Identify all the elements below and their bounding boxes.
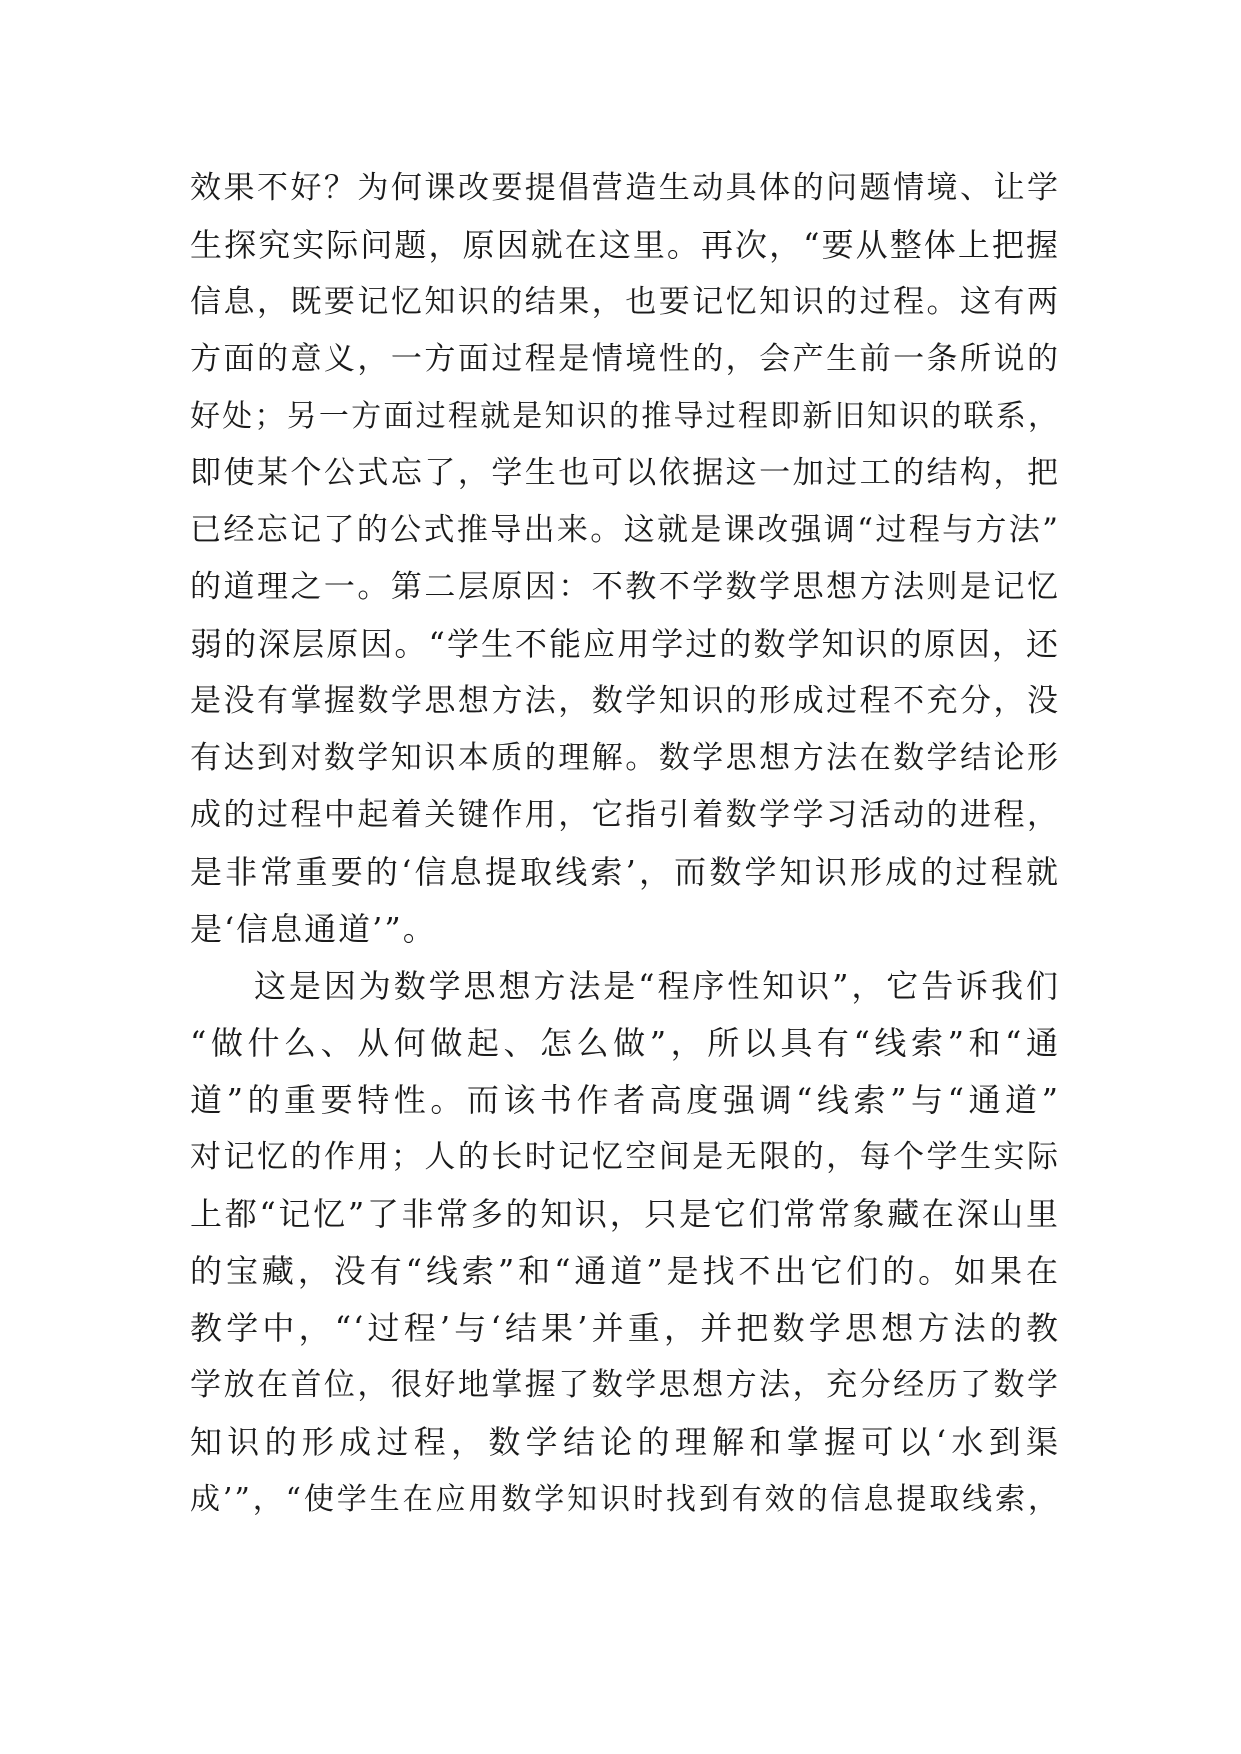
text-line: 信息，既要记忆知识的结果，也要记忆知识的过程。这有两 [190,284,1060,320]
text-line: 是没有掌握数学思想方法，数学知识的形成过程不充分，没 [190,683,1060,719]
text-line: 对记忆的作用；人的长时记忆空间是无限的，每个学生实际 [190,1139,1060,1175]
text-line: 弱的深层原因。“学生不能应用学过的数学知识的原因，还 [190,625,1060,663]
text-line: 生探究实际问题，原因就在这里。再次，“要从整体上把握 [190,226,1060,264]
text-line: 即使某个公式忘了，学生也可以依据这一加过工的结构，把 [190,455,1060,491]
text-line: 教学中，“‘过程’与‘结果’并重，并把数学思想方法的教 [190,1309,1060,1347]
text-line: 学放在首位，很好地掌握了数学思想方法，充分经历了数学 [190,1367,1060,1403]
paragraph-2 [190,958,1060,1528]
text-line: 的宝藏，没有“线索”和“通道”是找不出它们的。如果在 [190,1252,1060,1290]
text-line: 是‘信息通道’”。 [190,910,437,948]
text-line: 上都“记忆”了非常多的知识，只是它们常常象藏在深山里 [190,1195,1060,1233]
text-line: “做什么、从何做起、怎么做”，所以具有“线索”和“通 [190,1024,1060,1062]
text-line: 知识的形成过程，数学结论的理解和掌握可以‘水到渠 [190,1423,1060,1461]
text-line: 效果不好？为何课改要提倡营造生动具体的问题情境、让学 [190,170,1060,206]
text-line: 道”的重要特性。而该书作者高度强调“线索”与“通道” [190,1081,1060,1119]
text-line: 成的过程中起着关键作用，它指引着数学学习活动的进程， [190,797,1060,833]
text-line: 有达到对数学知识本质的理解。数学思想方法在数学结论形 [190,740,1060,776]
body-text [190,160,1060,1528]
text-line: 这是因为数学思想方法是“程序性知识”，它告诉我们 [254,967,1060,1005]
text-line: 的道理之一。第二层原因：不教不学数学思想方法则是记忆 [190,569,1060,605]
paragraph-1 [190,160,1060,958]
text-line: 已经忘记了的公式推导出来。这就是课改强调“过程与方法” [190,512,1060,548]
text-line: 好处；另一方面过程就是知识的推导过程即新旧知识的联系， [190,399,1060,434]
text-line: 是非常重要的‘信息提取线索’，而数学知识形成的过程就 [190,853,1060,891]
text-line: 成’”，“使学生在应用数学知识时找到有效的信息提取线索， [190,1482,1060,1517]
text-line: 方面的意义，一方面过程是情境性的，会产生前一条所说的 [190,341,1060,377]
